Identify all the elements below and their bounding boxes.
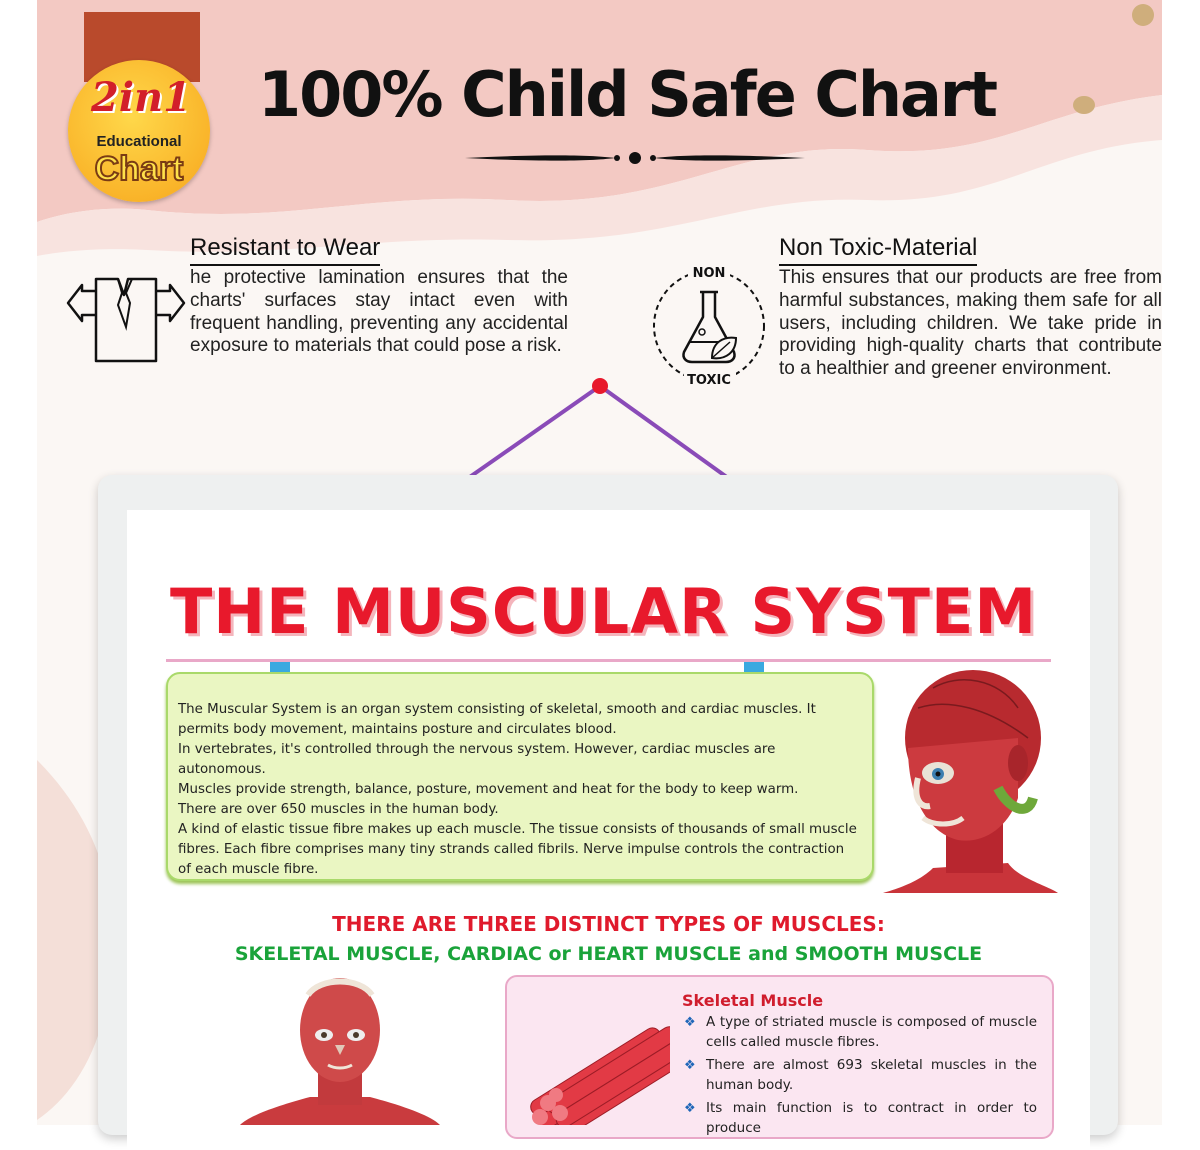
torn-shirt-icon (66, 275, 186, 367)
feature-description: he protective lamination ensures that the charts' surfaces stay intact even with frequent handling, preventing any accidental exposure to materials that could pose a risk. (190, 267, 568, 357)
intro-paragraph: A kind of elastic tissue fibre makes up each muscle. The tissue consists of thousands of small muscle fibres. Each fibre comprises many tiny strands called fibrils. Nerve impulse controls the contraction of each muscle fibre. (178, 822, 857, 877)
title-divider (166, 659, 1051, 662)
chart-title: THE MUSCULAR SYSTEM (170, 575, 1038, 648)
toxic-label: TOXIC (687, 373, 731, 388)
skeletal-muscle-points (682, 1013, 1037, 1142)
list-item: ❖ Its main function is to contract in order to produce (684, 1100, 1037, 1136)
intro-paragraph: There are over 650 muscles in the human body. (178, 802, 499, 817)
gold-dot-decor (1073, 96, 1095, 114)
types-list: SKELETAL MUSCLE, CARDIAC or HEART MUSCLE and SMOOTH MUSCLE (234, 943, 983, 965)
page-headline: 100% Child Safe Chart (258, 58, 997, 131)
feature-title: Resistant to Wear (190, 234, 380, 266)
intro-paragraph: The Muscular System is an organ system consisting of skeletal, smooth and cardiac muscles. It permits body movement, maintains posture and circulates blood. (178, 702, 816, 737)
badge-educational-label: Educational (96, 133, 182, 150)
badge-chart-label: Chart (94, 150, 184, 188)
list-item: ❖ There are almost 693 skeletal muscles in the human body. (684, 1057, 1037, 1093)
feature-title: Non Toxic-Material (779, 234, 977, 266)
feature-description: This ensures that our products are free from harmful substances, making them safe for all users, including children. We take pride in providing high-quality charts that contribute to a healthier and greener environment. (779, 267, 1162, 380)
skeletal-muscle-title: Skeletal Muscle (682, 991, 824, 1010)
intro-text (178, 700, 858, 880)
divider-ornament (465, 146, 805, 170)
diamond-bullet-icon: ❖ (684, 1058, 696, 1073)
badge-2in1-label: 2in1 (91, 74, 191, 121)
non-label: NON (692, 266, 726, 281)
muscle-fibre-bundle-illustration (520, 1005, 670, 1125)
list-item: ❖ A type of striated muscle is composed of muscle cells called muscle fibres. (684, 1014, 1037, 1050)
body-muscles-illustration (240, 975, 440, 1125)
gold-dot-decor (1132, 4, 1154, 26)
educational-chart-badge (68, 12, 213, 202)
diamond-bullet-icon: ❖ (684, 1015, 696, 1030)
intro-paragraph: Muscles provide strength, balance, posture, movement and heat for the body to keep warm. (178, 782, 799, 797)
types-heading: THERE ARE THREE DISTINCT TYPES OF MUSCLES: (332, 912, 885, 936)
diamond-bullet-icon: ❖ (684, 1101, 696, 1116)
intro-paragraph: In vertebrates, it's controlled through the nervous system. However, cardiac muscles are autonomous. (178, 742, 776, 777)
head-muscles-illustration (878, 668, 1063, 898)
